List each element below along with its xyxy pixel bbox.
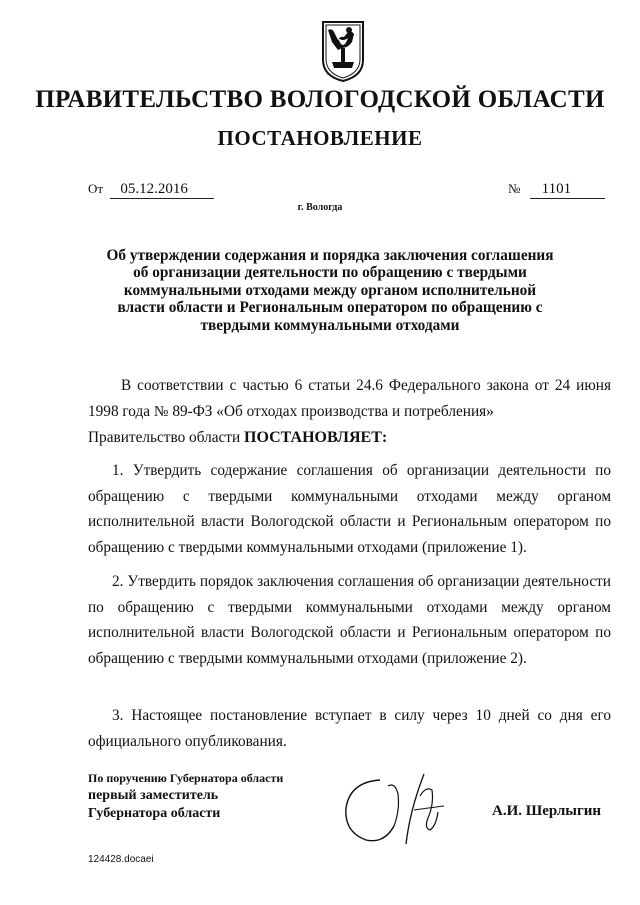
handwritten-signature bbox=[340, 770, 470, 850]
preamble-paragraph: В соответствии с частью 6 статьи 24.6 Федерального закона от 24 июня 1998 года № 89-ФЗ «Об отходах производства и потребления» bbox=[88, 377, 611, 420]
number-value: 1101 bbox=[530, 181, 605, 199]
signatory-line-2: первый заместитель bbox=[88, 788, 219, 803]
item-1: 1. Утвердить содержание соглашения об организации деятельности по обращению с твердыми коммунальными отходами между органом исполнительной власти Вологодской области и Региональным оператором по обращению с твердыми коммунальными отходами (приложение 1). bbox=[88, 462, 611, 557]
date-field bbox=[88, 181, 214, 199]
item-3: 3. Настоящее постановление вступает в силу через 10 дней со дня его официального опубликования. bbox=[88, 707, 611, 750]
signer-name: А.И. Шерлыгин bbox=[492, 803, 602, 819]
signatory-position bbox=[88, 769, 283, 823]
coat-of-arms-icon bbox=[318, 18, 368, 84]
signatory-line-1: По поручению Губернатора области bbox=[88, 771, 284, 785]
number-field bbox=[508, 181, 605, 199]
item-2: 2. Утвердить порядок заключения соглашения об организации деятельности по обращению с твердыми коммунальными отходами между органом исполнительной власти Вологодской области и Региональным оператором по обращению с твердыми коммунальными отходами (приложение 2). bbox=[88, 573, 611, 668]
document-subject: Об утверждении содержания и порядка заключения соглашения об организации деятельности по обращению с твердыми коммунальными отходами между органом исполнительной власти области и Региональным оператором по обращению с твердыми коммунальными отходами bbox=[106, 247, 554, 334]
decree-word: ПОСТАНОВЛЯЕТ: bbox=[244, 429, 388, 446]
number-prefix: № bbox=[508, 181, 521, 196]
government-title: ПРАВИТЕЛЬСТВО ВОЛОГОДСКОЙ ОБЛАСТИ bbox=[35, 86, 605, 113]
city-label: г. Вологда bbox=[297, 202, 343, 213]
signatory-line-3: Губернатора области bbox=[88, 806, 221, 821]
date-value: 05.12.2016 bbox=[110, 181, 214, 199]
decree-line bbox=[88, 425, 611, 451]
date-prefix: От bbox=[88, 181, 104, 196]
file-reference: 124428.docaei bbox=[88, 854, 154, 865]
decree-prefix: Правительство области bbox=[88, 429, 245, 446]
document-type: ПОСТАНОВЛЕНИЕ bbox=[217, 126, 423, 150]
